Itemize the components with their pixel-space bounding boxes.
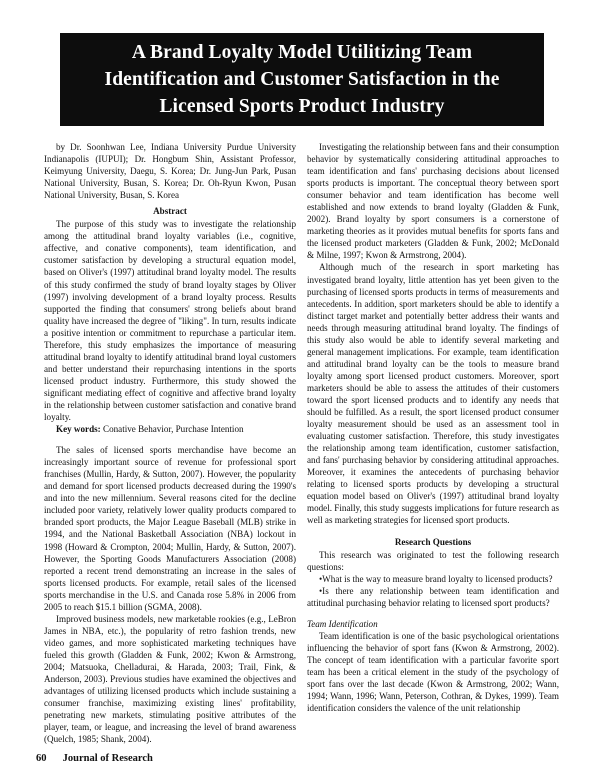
research-questions-intro: This research was originated to test the following research questions: <box>307 549 559 572</box>
title-line-3: Licensed Sports Product Industry <box>159 96 445 117</box>
research-question-2: •Is there any relationship between team identification and attitudinal purchasing behavior relating to licensed sport products? <box>307 585 559 608</box>
body-paragraph: Although much of the research in sport marketing has investigated brand loyalty, little attention has yet been given to the purchasing of licensed sports products in terms of measurements and antecedents. In addition, sport marketers should be able to identify a distinct target market and potentially better address their wants and needs through measuring attitudinal brand loyalty. The findings of this study also would be able to identify several marketing and general management implications. For example, team identification and attitudinal brand loyalty can be the tools to measure brand loyalty among sport licensed product customers. Moreover, sport marketers should be able to assess the attitudes of their customers toward the sport licensed products and to identify any needs that should be fulfilled. As a result, the sport licensed product consumer loyalty measurement should be used as an assessment tool in evaluating customer satisfaction. Therefore, this study investigates the relationship among team identification, customer satisfaction, and fans' purchasing behavior by considering attitudinal approaches. Moreover, it examines the antecedents of purchasing behavior relating to licensed sports products by developing a structural equation model based on Oliver's (1997) attitudinal brand loyalty model. Finally, this study suggests implications for future research as well as marketing strategies for licensed sport products. <box>307 262 559 526</box>
body-paragraph: Investigating the relationship between fans and their consumption behavior by systematically considering attitudinal approaches to team identification and fans' purchasing decisions about licensed sports products is important. The conceptual theory between sport consumer behavior and team identification has become well established and now extends to brand loyalty (Gladden & Funk, 2002). Brand loyalty by sport consumers is a cornerstone of marketing theories as it provides mutual benefits for sports fans and the licensed product marketers (Gladden & Funk, 2002; McDonald & Milne, 1997; Kwon & Armstrong, 2004). <box>307 142 559 261</box>
title-line-2: Identification and Customer Satisfaction in the <box>104 69 500 90</box>
abstract-text: The purpose of this study was to investigate the relationship among the attitudinal brand loyalty variables (i.e., cognitive, affective, and conative components), team identification, and customer satisfaction by developing a structural equation model, based on Oliver's (1997) attitudinal brand loyalty model. The results of this study confirmed the study of brand loyalty stages by Oliver (1997) involving development of a brand loyalty process. Results supported the finding that consumers' strong beliefs about brand quality have increased the degree of "liking". In turn, results indicate a positive intention or commitment to repurchase a particular item. Therefore, this study emphasizes the importance of measuring attitudinal brand loyalty to identify attitudinal brand loyal customers and better understand their repurchasing intentions in the sports licensed product industry. Furthermore, this study showed the significant mediating effect of cognitive and affective brand loyalty in the relationship between customer satisfaction and conative brand loyalty. <box>44 219 296 423</box>
team-identification-subheading: Team Identification <box>307 618 378 629</box>
author-byline: by Dr. Soonhwan Lee, Indiana University Purdue University Indianapolis (IUPUI); Dr. Hongbum Shin, Assistant Professor, Keimyung University, Daegu, S. Korea; Dr. Jung-Jun Park, Pusan National University, Busan, S. Korea; Dr. Oh-Ryun Kwon, Pusan National University, Busan, S. Korea <box>44 142 296 201</box>
keywords-line <box>44 423 296 435</box>
page-number: 60 <box>36 753 47 764</box>
left-column <box>44 141 296 745</box>
research-question-1: •What is the way to measure brand loyalty to licensed products? <box>319 573 553 584</box>
right-column <box>307 141 559 714</box>
body-paragraph: The sales of licensed sports merchandise have become an increasingly important source of revenue for professional sport franchises (Mullin, Hardy, & Sutton, 2007). However, the popularity and demand for sport licensed products decreased during the 1990's and into the new millennium. Several reasons cited for the decline included poor variety, relatively lower quality products compared to branded sport products, the Major League Baseball (MLB) strike in 1994, and the National Basketball Association (NBA) lockout in 1998 (Howard & Crompton, 2004; Mullin, Hardy, & Sutton, 2007). However, the Sporting Goods Manufacturers Association (2008) reported a recent trend demonstrating an increase in the sales of sports licensed products. For example, retail sales of the licensed sports merchandise in the U.S. and Canada rose 5.8% in 2006 from 2005 to reach $15.1 billion (SGMA, 2008). <box>44 445 296 612</box>
body-paragraph: Team identification is one of the basic psychological orientations influencing the behavior of sport fans (Kwon & Armstrong, 2002). The concept of team identification with a particular favorite sport team has been a critical element in the study of the psychology of sport fans over the last decade (Kwon & Armstrong, 2002; Wann, 1994; Wann, 1996; Wann, Peterson, Cothran, & Dykes, 1999). Team identification considers the valence of the unit relationship <box>307 630 559 714</box>
title-line-1: A Brand Loyalty Model Utilitizing Team <box>131 42 473 63</box>
abstract-heading: Abstract <box>153 206 187 217</box>
research-questions-heading: Research Questions <box>394 536 472 547</box>
page-footer <box>36 753 153 764</box>
body-paragraph: Improved business models, new marketable rookies (e.g., LeBron James in NBA, etc.), the popularity of retro fashion trends, new video games, and more sophisticated marketing techniques have fueled this growth (Gladden & Funk, 2002; Kwon & Armstrong, 2004; Matsuoka, Chelladurai, & Harada, 2003; Trail, Fink, & Anderson, 2003). Previous studies have examined the objectives and advantages of utilizing licensed products which include sustaining a consumer franchise, maximizing existing lines' profitability, penetrating new markets, stimulating positive attributes of the player, team, or league, and increasing the level of brand awareness (Quelch, 1985; Shank, 2004). <box>44 613 296 745</box>
keywords-text: Conative Behavior, Purchase Intention <box>103 424 244 435</box>
keywords-label: Key words: <box>56 424 101 435</box>
title-banner <box>60 33 544 126</box>
journal-name: Journal of Research <box>62 753 153 764</box>
